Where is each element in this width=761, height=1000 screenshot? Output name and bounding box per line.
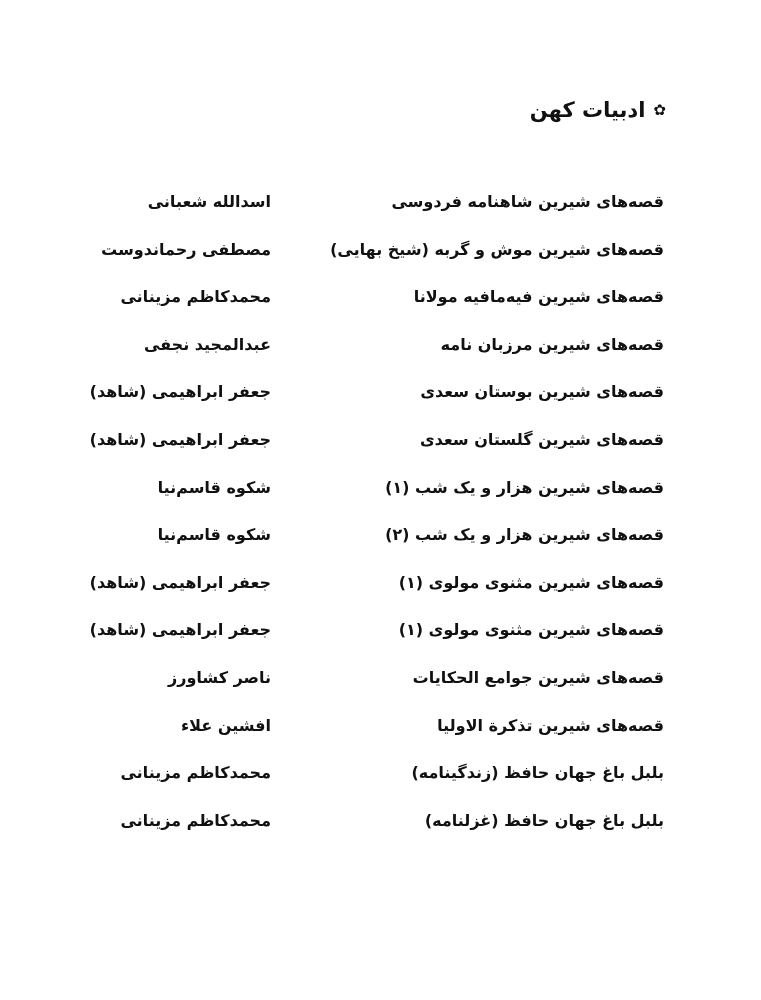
book-title: قصه‌های شیرین هزار و یک شب (۲) [385,525,664,545]
book-title: قصه‌های شیرین گلستان سعدی [419,429,664,449]
book-author: عبدالمجید نجفی [143,334,271,354]
book-author: محمدکاظم مزینانی [120,810,271,830]
book-author: محمدکاظم مزینانی [120,287,271,307]
list-item [0,573,761,621]
book-author: ناصر کشاورز [168,667,271,687]
book-title: قصه‌های شیرین فیه‌مافیه مولانا [413,287,664,307]
book-title: قصه‌های شیرین مثنوی مولوی (۱) [398,620,664,640]
list-item [0,240,761,288]
list-item [0,620,761,668]
book-list [0,192,761,858]
book-title: قصه‌های شیرین مثنوی مولوی (۱) [398,572,664,592]
book-title: قصه‌های شیرین شاهنامه فردوسی [391,192,664,211]
book-title: قصه‌های شیرین مرزبان نامه [440,334,664,354]
book-title: قصه‌های شیرین جوامع الحکایات [412,667,664,687]
list-item [0,478,761,526]
section-title: ادبیات کهن [529,98,646,122]
list-item [0,716,761,764]
gear-icon: ✿ [653,100,666,119]
book-author: شکوه قاسم‌نیا [157,477,271,497]
list-item [0,668,761,716]
book-author: مصطفی رحماندوست [101,239,271,259]
list-item [0,192,761,240]
book-author: اسدالله شعبانی [147,192,271,211]
book-title: بلبل باغ جهان حافظ (زندگینامه) [411,763,664,783]
book-author: جعفر ابراهیمی (شاهد) [89,620,271,640]
book-author: جعفر ابراهیمی (شاهد) [89,382,271,402]
book-author: شکوه قاسم‌نیا [157,525,271,545]
book-title: قصه‌های شیرین هزار و یک شب (۱) [385,477,664,497]
list-item [0,430,761,478]
list-item [0,382,761,430]
book-author: محمدکاظم مزینانی [120,763,271,783]
book-author: جعفر ابراهیمی (شاهد) [89,429,271,449]
book-author: افشین علاء [181,715,271,735]
list-item [0,525,761,573]
book-title: بلبل باغ جهان حافظ (غزلنامه) [424,810,664,830]
list-item [0,811,761,859]
list-item [0,287,761,335]
list-item [0,335,761,383]
book-title: قصه‌های شیرین بوستان سعدی [420,382,664,402]
book-author: جعفر ابراهیمی (شاهد) [89,572,271,592]
book-title: قصه‌های شیرین موش و گربه (شیخ بهایی) [330,239,664,259]
list-item [0,763,761,811]
book-title: قصه‌های شیرین تذکرة الاولیا [437,715,664,735]
section-heading [530,98,666,122]
